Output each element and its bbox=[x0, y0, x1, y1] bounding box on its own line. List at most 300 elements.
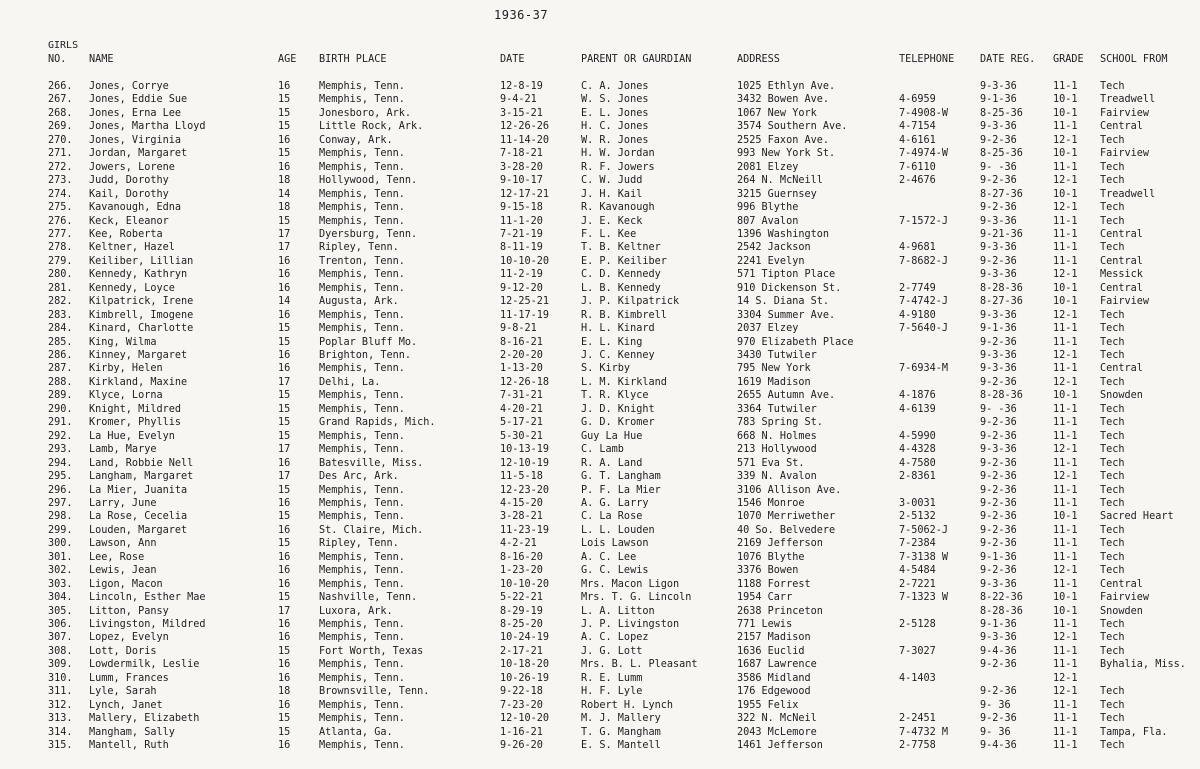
cell-grade: 11-1 bbox=[1053, 323, 1078, 335]
cell-address: 1067 New York bbox=[737, 107, 817, 119]
cell-telephone: 7-3027 bbox=[899, 645, 936, 657]
cell-birth-place: Atlanta, Ga. bbox=[319, 726, 393, 738]
cell-grade: 12-1 bbox=[1053, 471, 1078, 483]
cell-telephone: 4-1876 bbox=[899, 390, 936, 402]
cell-telephone: 3-0031 bbox=[899, 497, 936, 509]
cell-address: 1955 Felix bbox=[737, 699, 799, 711]
cell-age: 18 bbox=[278, 686, 291, 698]
column-header-row bbox=[0, 53, 1200, 66]
cell-name: Kirby, Helen bbox=[89, 363, 163, 375]
cell-date: 2-17-21 bbox=[500, 645, 543, 657]
cell-date-reg: 9-21-36 bbox=[980, 228, 1023, 240]
cell-age: 15 bbox=[278, 511, 291, 523]
cell-no: 276. bbox=[48, 215, 73, 227]
cell-grade: 10-1 bbox=[1053, 296, 1078, 308]
cell-date-reg: 9-2-36 bbox=[980, 417, 1017, 429]
cell-school-from: Tech bbox=[1100, 740, 1125, 752]
cell-grade: 11-1 bbox=[1053, 484, 1078, 496]
cell-date: 10-13-19 bbox=[500, 444, 550, 456]
cell-no: 306. bbox=[48, 619, 73, 630]
cell-birth-place: Memphis, Tenn. bbox=[319, 269, 405, 281]
cell-grade: 11-1 bbox=[1053, 726, 1078, 738]
cell-school-from: Tech bbox=[1100, 417, 1125, 429]
cell-school-from: Tech bbox=[1100, 81, 1125, 92]
cell-no: 277. bbox=[48, 228, 73, 240]
cell-date-reg: 9- 36 bbox=[980, 726, 1011, 738]
cell-school-from: Fairview bbox=[1100, 592, 1150, 604]
cell-no: 307. bbox=[48, 632, 73, 644]
cell-name: Kennedy, Kathryn bbox=[89, 269, 188, 281]
cell-school-from: Central bbox=[1100, 363, 1143, 375]
cell-telephone: 4-5990 bbox=[899, 430, 936, 442]
cell-school-from: Tech bbox=[1100, 619, 1125, 630]
cell-parent: E. P. Keiliber bbox=[581, 255, 667, 267]
cell-parent: J. C. Kenney bbox=[581, 350, 655, 361]
cell-no: 278. bbox=[48, 242, 73, 254]
cell-telephone: 2-8361 bbox=[899, 471, 936, 483]
cell-age: 16 bbox=[278, 619, 291, 630]
cell-telephone: 4-7154 bbox=[899, 121, 936, 133]
cell-birth-place: St. Claire, Mich. bbox=[319, 524, 424, 536]
cell-address: 2638 Princeton bbox=[737, 605, 823, 617]
cell-telephone: 7-1572-J bbox=[899, 215, 949, 227]
cell-address: 2081 Elzey bbox=[737, 161, 799, 173]
cell-school-from: Tech bbox=[1100, 524, 1125, 536]
table-row bbox=[0, 161, 1200, 174]
cell-name: Klyce, Lorna bbox=[89, 390, 163, 402]
cell-telephone: 4-6139 bbox=[899, 403, 936, 415]
cell-school-from: Tech bbox=[1100, 323, 1125, 335]
cell-parent: G. D. Kromer bbox=[581, 417, 655, 429]
cell-birth-place: Memphis, Tenn. bbox=[319, 161, 405, 173]
cell-no: 266. bbox=[48, 81, 73, 92]
cell-parent: W. R. Jones bbox=[581, 134, 649, 146]
cell-telephone: 4-9180 bbox=[899, 309, 936, 321]
cell-grade: 11-1 bbox=[1053, 645, 1078, 657]
cell-school-from: Central bbox=[1100, 228, 1143, 240]
cell-telephone: 4-9681 bbox=[899, 242, 936, 254]
cell-date: 8-29-19 bbox=[500, 605, 543, 617]
cell-date-reg: 9-3-36 bbox=[980, 309, 1017, 321]
cell-no: 290. bbox=[48, 403, 73, 415]
cell-birth-place: Memphis, Tenn. bbox=[319, 215, 405, 227]
cell-address: 3106 Allison Ave. bbox=[737, 484, 842, 496]
table-row bbox=[0, 699, 1200, 712]
cell-no: 314. bbox=[48, 726, 73, 738]
cell-date-reg: 9-2-36 bbox=[980, 430, 1017, 442]
cell-school-from: Snowden bbox=[1100, 390, 1143, 402]
cell-address: 1025 Ethlyn Ave. bbox=[737, 81, 836, 92]
cell-age: 15 bbox=[278, 726, 291, 738]
cell-name: Lynch, Janet bbox=[89, 699, 163, 711]
cell-age: 16 bbox=[278, 699, 291, 711]
cell-date-reg: 9-1-36 bbox=[980, 619, 1017, 630]
cell-date-reg: 9- 36 bbox=[980, 699, 1011, 711]
cell-birth-place: Memphis, Tenn. bbox=[319, 551, 405, 563]
cell-address: 3430 Tutwiler bbox=[737, 350, 817, 361]
cell-birth-place: Memphis, Tenn. bbox=[319, 81, 405, 92]
cell-address: 1396 Washington bbox=[737, 228, 830, 240]
table-row bbox=[0, 510, 1200, 523]
cell-grade: 11-1 bbox=[1053, 578, 1078, 590]
cell-date: 12-23-20 bbox=[500, 484, 550, 496]
cell-date: 3-28-20 bbox=[500, 161, 543, 173]
cell-birth-place: Memphis, Tenn. bbox=[319, 148, 405, 160]
cell-age: 15 bbox=[278, 107, 291, 119]
cell-address: 213 Hollywood bbox=[737, 444, 817, 456]
cell-birth-place: Fort Worth, Texas bbox=[319, 645, 424, 657]
cell-address: 993 New York St. bbox=[737, 148, 836, 160]
cell-date-reg: 9-3-36 bbox=[980, 121, 1017, 133]
table-row bbox=[0, 672, 1200, 685]
cell-age: 15 bbox=[278, 121, 291, 133]
cell-age: 18 bbox=[278, 175, 291, 187]
cell-age: 16 bbox=[278, 672, 291, 684]
cell-date: 1-23-20 bbox=[500, 565, 543, 577]
cell-school-from: Tech bbox=[1100, 444, 1125, 456]
cell-name: Kail, Dorothy bbox=[89, 188, 169, 200]
col-header-school-from: SCHOOL FROM bbox=[1100, 54, 1168, 65]
cell-no: 291. bbox=[48, 417, 73, 429]
cell-school-from: Central bbox=[1100, 282, 1143, 294]
cell-name: Jordan, Margaret bbox=[89, 148, 188, 160]
cell-telephone: 7-6110 bbox=[899, 161, 936, 173]
cell-school-from: Byhalia, Miss. bbox=[1100, 659, 1186, 671]
cell-address: 3574 Southern Ave. bbox=[737, 121, 848, 133]
table-row bbox=[0, 93, 1200, 106]
cell-name: Litton, Pansy bbox=[89, 605, 169, 617]
cell-name: Kavanough, Edna bbox=[89, 202, 182, 214]
cell-address: 2043 McLemore bbox=[737, 726, 817, 738]
cell-birth-place: Memphis, Tenn. bbox=[319, 282, 405, 294]
table-row bbox=[0, 268, 1200, 281]
cell-date-reg: 9-2-36 bbox=[980, 497, 1017, 509]
cell-date-reg: 9-2-36 bbox=[980, 484, 1017, 496]
cell-school-from: Central bbox=[1100, 578, 1143, 590]
cell-age: 16 bbox=[278, 161, 291, 173]
table-row bbox=[0, 80, 1200, 93]
cell-date: 12-26-18 bbox=[500, 376, 550, 388]
cell-age: 16 bbox=[278, 632, 291, 644]
cell-date: 11-1-20 bbox=[500, 215, 543, 227]
cell-date: 3-28-21 bbox=[500, 511, 543, 523]
table-row bbox=[0, 107, 1200, 120]
cell-date-reg: 9-2-36 bbox=[980, 175, 1017, 187]
cell-school-from: Tech bbox=[1100, 376, 1125, 388]
cell-date-reg: 9-2-36 bbox=[980, 538, 1017, 550]
cell-grade: 11-1 bbox=[1053, 81, 1078, 92]
cell-no: 279. bbox=[48, 255, 73, 267]
cell-age: 16 bbox=[278, 497, 291, 509]
cell-school-from: Tech bbox=[1100, 215, 1125, 227]
cell-parent: E. L. Jones bbox=[581, 107, 649, 119]
cell-parent: P. F. La Mier bbox=[581, 484, 661, 496]
cell-birth-place: Memphis, Tenn. bbox=[319, 659, 405, 671]
cell-address: 668 N. Holmes bbox=[737, 430, 817, 442]
cell-grade: 12-1 bbox=[1053, 565, 1078, 577]
cell-name: King, Wilma bbox=[89, 336, 157, 348]
cell-no: 308. bbox=[48, 645, 73, 657]
cell-parent: T. R. Klyce bbox=[581, 390, 649, 402]
cell-date-reg: 9-3-36 bbox=[980, 215, 1017, 227]
cell-no: 301. bbox=[48, 551, 73, 563]
cell-telephone: 2-4676 bbox=[899, 175, 936, 187]
table-row bbox=[0, 457, 1200, 470]
cell-telephone: 7-6934-M bbox=[899, 363, 949, 375]
cell-school-from: Central bbox=[1100, 255, 1143, 267]
cell-grade: 11-1 bbox=[1053, 524, 1078, 536]
cell-no: 272. bbox=[48, 161, 73, 173]
cell-parent: J. H. Kail bbox=[581, 188, 643, 200]
cell-school-from: Messick bbox=[1100, 269, 1143, 281]
cell-birth-place: Augusta, Ark. bbox=[319, 296, 399, 308]
cell-date: 11-5-18 bbox=[500, 471, 543, 483]
cell-school-from: Tech bbox=[1100, 457, 1125, 469]
cell-date: 12-10-20 bbox=[500, 713, 550, 725]
cell-parent: Mrs. Macon Ligon bbox=[581, 578, 680, 590]
cell-grade: 11-1 bbox=[1053, 457, 1078, 469]
cell-date: 12-10-19 bbox=[500, 457, 550, 469]
cell-birth-place: Memphis, Tenn. bbox=[319, 713, 405, 725]
cell-age: 16 bbox=[278, 350, 291, 361]
cell-date: 12-17-21 bbox=[500, 188, 550, 200]
cell-no: 299. bbox=[48, 524, 73, 536]
cell-birth-place: Memphis, Tenn. bbox=[319, 511, 405, 523]
cell-school-from: Tech bbox=[1100, 202, 1125, 214]
cell-name: Kinney, Margaret bbox=[89, 350, 188, 361]
table-row bbox=[0, 255, 1200, 268]
cell-no: 289. bbox=[48, 390, 73, 402]
cell-parent: R. A. Land bbox=[581, 457, 643, 469]
cell-date: 11-14-20 bbox=[500, 134, 550, 146]
cell-address: 3215 Guernsey bbox=[737, 188, 817, 200]
cell-address: 2157 Madison bbox=[737, 632, 811, 644]
cell-telephone: 2-7221 bbox=[899, 578, 936, 590]
col-header-telephone: TELEPHONE bbox=[899, 54, 955, 65]
cell-grade: 10-1 bbox=[1053, 511, 1078, 523]
cell-date-reg: 9-3-36 bbox=[980, 363, 1017, 375]
cell-school-from: Fairview bbox=[1100, 107, 1150, 119]
cell-grade: 10-1 bbox=[1053, 107, 1078, 119]
table-row bbox=[0, 295, 1200, 308]
cell-grade: 11-1 bbox=[1053, 255, 1078, 267]
cell-grade: 11-1 bbox=[1053, 228, 1078, 240]
cell-birth-place: Ripley, Tenn. bbox=[319, 538, 399, 550]
cell-name: Larry, June bbox=[89, 497, 157, 509]
cell-grade: 12-1 bbox=[1053, 686, 1078, 698]
cell-date: 10-24-19 bbox=[500, 632, 550, 644]
table-row bbox=[0, 551, 1200, 564]
cell-birth-place: Memphis, Tenn. bbox=[319, 188, 405, 200]
cell-school-from: Tech bbox=[1100, 538, 1125, 550]
cell-date-reg: 9-2-36 bbox=[980, 713, 1017, 725]
cell-age: 16 bbox=[278, 524, 291, 536]
cell-date: 7-31-21 bbox=[500, 390, 543, 402]
cell-parent: L. L. Louden bbox=[581, 524, 655, 536]
cell-school-from: Tech bbox=[1100, 551, 1125, 563]
cell-name: La Hue, Evelyn bbox=[89, 430, 175, 442]
cell-date-reg: 9-2-36 bbox=[980, 511, 1017, 523]
table-row bbox=[0, 470, 1200, 483]
cell-parent: C. W. Judd bbox=[581, 175, 643, 187]
cell-date: 1-16-21 bbox=[500, 726, 543, 738]
cell-school-from: Tampa, Fla. bbox=[1100, 726, 1168, 738]
cell-no: 302. bbox=[48, 565, 73, 577]
cell-name: Kimbrell, Imogene bbox=[89, 309, 194, 321]
cell-birth-place: Memphis, Tenn. bbox=[319, 578, 405, 590]
cell-no: 313. bbox=[48, 713, 73, 725]
cell-grade: 10-1 bbox=[1053, 282, 1078, 294]
cell-school-from: Fairview bbox=[1100, 148, 1150, 160]
cell-address: 3432 Bowen Ave. bbox=[737, 94, 830, 106]
cell-no: 297. bbox=[48, 497, 73, 509]
cell-parent: W. S. Jones bbox=[581, 94, 649, 106]
cell-date-reg: 8-22-36 bbox=[980, 592, 1023, 604]
cell-parent: F. L. Kee bbox=[581, 228, 637, 240]
cell-grade: 11-1 bbox=[1053, 161, 1078, 173]
cell-age: 16 bbox=[278, 659, 291, 671]
cell-parent: Mrs. T. G. Lincoln bbox=[581, 592, 692, 604]
cell-address: 1461 Jefferson bbox=[737, 740, 823, 752]
table-row bbox=[0, 201, 1200, 214]
cell-address: 2542 Jackson bbox=[737, 242, 811, 254]
cell-address: 1076 Blythe bbox=[737, 551, 805, 563]
cell-grade: 12-1 bbox=[1053, 444, 1078, 456]
cell-no: 288. bbox=[48, 376, 73, 388]
cell-name: Kinard, Charlotte bbox=[89, 323, 194, 335]
cell-parent: H. F. Lyle bbox=[581, 686, 643, 698]
cell-address: 339 N. Avalon bbox=[737, 471, 817, 483]
cell-no: 285. bbox=[48, 336, 73, 348]
cell-date: 9-10-17 bbox=[500, 175, 543, 187]
cell-date-reg: 9-2-36 bbox=[980, 565, 1017, 577]
cell-address: 996 Blythe bbox=[737, 202, 799, 214]
cell-no: 310. bbox=[48, 672, 73, 684]
cell-grade: 10-1 bbox=[1053, 390, 1078, 402]
cell-parent: G. C. Lewis bbox=[581, 565, 649, 577]
cell-grade: 12-1 bbox=[1053, 632, 1078, 644]
cell-no: 283. bbox=[48, 309, 73, 321]
cell-school-from: Treadwell bbox=[1100, 188, 1156, 200]
cell-date: 3-15-21 bbox=[500, 107, 543, 119]
cell-date-reg: 9-3-36 bbox=[980, 578, 1017, 590]
cell-school-from: Tech bbox=[1100, 430, 1125, 442]
cell-name: Kee, Roberta bbox=[89, 228, 163, 240]
cell-parent: L. M. Kirkland bbox=[581, 376, 667, 388]
cell-date: 7-23-20 bbox=[500, 699, 543, 711]
cell-date: 12-25-21 bbox=[500, 296, 550, 308]
cell-school-from: Tech bbox=[1100, 242, 1125, 254]
cell-name: Lopez, Evelyn bbox=[89, 632, 169, 644]
cell-date: 8-16-21 bbox=[500, 336, 543, 348]
cell-school-from: Snowden bbox=[1100, 605, 1143, 617]
cell-age: 17 bbox=[278, 605, 291, 617]
cell-no: 311. bbox=[48, 686, 73, 698]
table-row bbox=[0, 362, 1200, 375]
cell-parent: T. G. Mangham bbox=[581, 726, 661, 738]
table-row bbox=[0, 228, 1200, 241]
cell-date: 5-22-21 bbox=[500, 592, 543, 604]
cell-grade: 12-1 bbox=[1053, 309, 1078, 321]
cell-name: Lee, Rose bbox=[89, 551, 145, 563]
cell-birth-place: Memphis, Tenn. bbox=[319, 430, 405, 442]
cell-parent: T. B. Keltner bbox=[581, 242, 661, 254]
cell-no: 309. bbox=[48, 659, 73, 671]
cell-school-from: Tech bbox=[1100, 699, 1125, 711]
table-row bbox=[0, 578, 1200, 591]
cell-birth-place: Memphis, Tenn. bbox=[319, 632, 405, 644]
table-row bbox=[0, 215, 1200, 228]
cell-date: 5-30-21 bbox=[500, 430, 543, 442]
cell-birth-place: Conway, Ark. bbox=[319, 134, 393, 146]
cell-address: 3304 Summer Ave. bbox=[737, 309, 836, 321]
cell-age: 15 bbox=[278, 94, 291, 106]
cell-parent: R. E. Lumm bbox=[581, 672, 643, 684]
cell-parent: Mrs. B. L. Pleasant bbox=[581, 659, 698, 671]
girls-label: GIRLS bbox=[48, 40, 79, 51]
cell-age: 15 bbox=[278, 645, 291, 657]
cell-parent: J. E. Keck bbox=[581, 215, 643, 227]
cell-date: 8-16-20 bbox=[500, 551, 543, 563]
cell-no: 304. bbox=[48, 592, 73, 604]
cell-parent: R. Kavanough bbox=[581, 202, 655, 214]
cell-birth-place: Nashville, Tenn. bbox=[319, 592, 418, 604]
cell-birth-place: Memphis, Tenn. bbox=[319, 94, 405, 106]
cell-date-reg: 9-2-36 bbox=[980, 255, 1017, 267]
table-row bbox=[0, 739, 1200, 752]
cell-date-reg: 9-3-36 bbox=[980, 269, 1017, 281]
table-row bbox=[0, 282, 1200, 295]
cell-telephone: 7-8682-J bbox=[899, 255, 949, 267]
cell-date-reg: 8-27-36 bbox=[980, 296, 1023, 308]
cell-age: 16 bbox=[278, 81, 291, 92]
cell-age: 15 bbox=[278, 148, 291, 160]
table-row bbox=[0, 497, 1200, 510]
col-header-grade: GRADE bbox=[1053, 54, 1084, 65]
cell-no: 282. bbox=[48, 296, 73, 308]
cell-age: 15 bbox=[278, 403, 291, 415]
cell-date-reg: 9-2-36 bbox=[980, 686, 1017, 698]
cell-age: 15 bbox=[278, 430, 291, 442]
cell-school-from: Tech bbox=[1100, 161, 1125, 173]
cell-no: 274. bbox=[48, 188, 73, 200]
cell-birth-place: Poplar Bluff Mo. bbox=[319, 336, 418, 348]
cell-telephone: 4-6959 bbox=[899, 94, 936, 106]
cell-address: 3376 Bowen bbox=[737, 565, 799, 577]
cell-telephone: 4-4328 bbox=[899, 444, 936, 456]
cell-telephone: 7-4742-J bbox=[899, 296, 949, 308]
cell-date: 11-23-19 bbox=[500, 524, 550, 536]
cell-no: 293. bbox=[48, 444, 73, 456]
cell-birth-place: Little Rock, Ark. bbox=[319, 121, 424, 133]
cell-name: Lawson, Ann bbox=[89, 538, 157, 550]
cell-telephone: 7-4974-W bbox=[899, 148, 949, 160]
cell-telephone: 7-3138 W bbox=[899, 551, 949, 563]
cell-birth-place: Memphis, Tenn. bbox=[319, 619, 405, 630]
cell-name: Lamb, Marye bbox=[89, 444, 157, 456]
table-row bbox=[0, 631, 1200, 644]
cell-birth-place: Memphis, Tenn. bbox=[319, 323, 405, 335]
cell-grade: 12-1 bbox=[1053, 175, 1078, 187]
cell-address: 970 Elizabeth Place bbox=[737, 336, 854, 348]
table-row bbox=[0, 537, 1200, 550]
cell-age: 16 bbox=[278, 134, 291, 146]
cell-parent: H. W. Jordan bbox=[581, 148, 655, 160]
table-row bbox=[0, 524, 1200, 537]
cell-name: Lincoln, Esther Mae bbox=[89, 592, 206, 604]
cell-address: 795 New York bbox=[737, 363, 811, 375]
cell-date: 9-4-21 bbox=[500, 94, 537, 106]
